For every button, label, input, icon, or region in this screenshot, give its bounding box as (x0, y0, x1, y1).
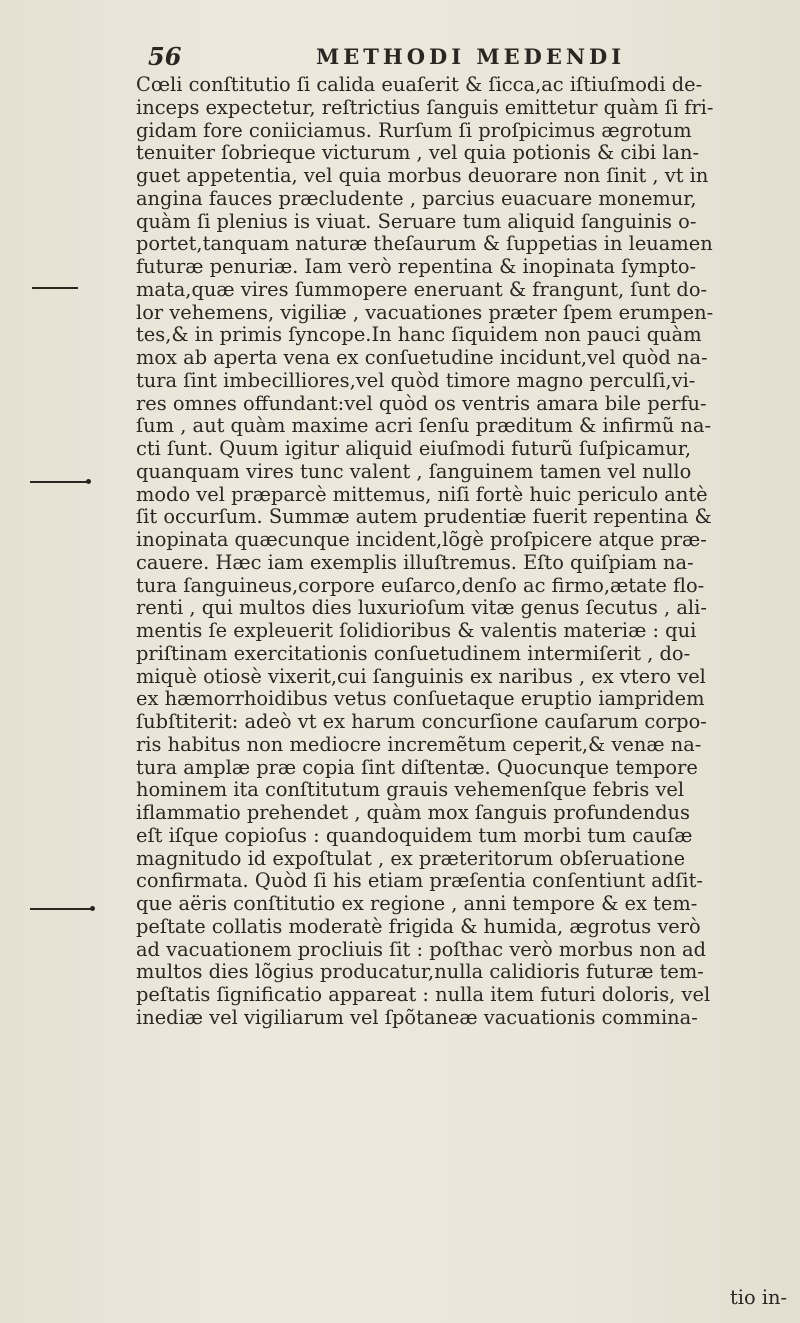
text-line: ſubſtiterit: adeò vt ex harum concurſione cauſarum corpo- (136, 710, 707, 733)
text-line: ſum , aut quàm maxime acri ſenſu præditum & infirmũ na- (136, 414, 712, 438)
text-line: futuræ penuriæ. Iam verò repentina & inopinata ſympto- (136, 255, 697, 278)
text-line: ex hæmorrhoidibus vetus conſuetaque eruptio iampridem (136, 687, 705, 711)
text-line: magnitudo id expoſtulat , ex præteritorum obſeruatione (136, 846, 686, 870)
running-head: METHODI MEDENDI (316, 44, 626, 69)
page-header (148, 40, 768, 74)
text-line: iflammatio prehendet , quàm mox ſanguis profundendus (136, 801, 690, 824)
margin-mark (30, 481, 88, 483)
text-line: lor vehemens, vigiliæ , vacuationes præter ſpem erumpen- (136, 300, 714, 324)
text-line: res omnes offundant:vel quòd os ventris amara bile perfu- (136, 391, 707, 415)
margin-mark-dot (90, 906, 95, 911)
catchword: tio in- (730, 1286, 788, 1309)
text-line: tenuiter ſobrieque victurum , vel quia potionis & cibi lan- (136, 141, 700, 165)
text-line: guet appetentia, vel quia morbus deuorare non ſinit , vt in (136, 164, 709, 187)
text-line: angina fauces præcludente , parcius euacuare monemur, (136, 186, 697, 210)
text-line: mentis ſe expleuerit ſolidioribus & valentis materiæ : qui (136, 619, 697, 642)
text-line: inopinata quæcunque incident,lõgè proſpicere atque præ- (136, 528, 707, 551)
margin-mark (30, 908, 92, 910)
text-line: cauere. Hæc iam exemplis illuſtremus. Eſto quiſpiam na- (136, 550, 694, 574)
text-line: hominem ita conſtitutum grauis vehemenſque febris vel (136, 778, 685, 802)
text-line: tura ſanguineus,corpore euſarco,denſo ac firmo,ætate flo- (136, 573, 705, 597)
margin-mark (32, 287, 78, 289)
text-line: multos dies lõgius producatur,nulla calidioris futuræ tem- (136, 960, 704, 984)
text-line: peſtatis ſignificatio appareat : nulla item futuri doloris, vel (136, 983, 711, 1006)
text-line: tura amplæ præ copia ſint diſtentæ. Quocunque tempore (136, 755, 698, 779)
text-line: miquè otiosè vixerit,cui ſanguinis ex naribus , ex vtero vel (136, 664, 706, 688)
text-line: peſtate collatis moderatè frigida & humida, ægrotus verò (136, 914, 701, 938)
text-line: renti , qui multos dies luxurioſum vitæ genus ſecutus , ali- (136, 596, 707, 620)
text-line: portet,tanquam naturæ theſaurum & ſuppetias in leuamen (136, 232, 713, 256)
text-line: ris habitus non mediocre incremẽtum ceperit,& venæ na- (136, 732, 702, 756)
text-line: ſit occurſum. Summæ autem prudentiæ fuerit repentina & (136, 505, 712, 529)
text-line: tes,& in primis ſyncope.In hanc ſiquidem non pauci quàm (136, 323, 702, 347)
text-line: mata,quæ vires ſummopere eneruant & frangunt, ſunt do- (136, 277, 708, 301)
page-number: 56 (148, 42, 182, 71)
text-line: cti ſunt. Quum igitur aliquid eiuſmodi futurũ ſuſpicamur, (136, 437, 691, 460)
text-line: gidam fore coniiciamus. Rurſum ſi proſpicimus ægrotum (136, 118, 692, 142)
text-line: que aëris conſtitutio ex regione , anni tempore & ex tem- (136, 892, 698, 915)
text-line: inediæ vel vigiliarum vel ſpõtaneæ vacuationis commina- (136, 1005, 698, 1029)
text-line: quanquam vires tunc valent , ſanguinem tamen vel nullo (136, 459, 692, 483)
text-line: inceps expectetur, reſtrictius ſanguis emittetur quàm ſi fri- (136, 95, 714, 119)
text-line: confirmata. Quòd ſi his etiam præſentia conſentiunt adſit- (136, 869, 703, 893)
text-line: Cœli conſtitutio ſi calida euaſerit & ſicca,ac iſtiuſmodi de- (136, 73, 703, 96)
text-line: modo vel præparcè mittemus, niſi fortè huic periculo antè (136, 482, 708, 506)
text-line: quàm ſi plenius is viuat. Seruare tum aliquid ſanguinis o- (136, 209, 697, 233)
text-line: mox ab aperta vena ex conſuetudine incidunt,vel quòd na- (136, 346, 708, 369)
text-line: eſt iſque copioſus : quandoquidem tum morbi tum cauſæ (136, 823, 693, 847)
text-line: ad vacuationem procliuis ſit : poſthac verò morbus non ad (136, 937, 706, 961)
text-body (136, 74, 776, 1030)
margin-mark-dot (86, 479, 91, 484)
text-line: priſtinam exercitationis conſuetudinem intermiſerit , do- (136, 641, 691, 665)
text-line: tura ſint imbecilliores,vel quòd timore magno perculſi,vi- (136, 368, 696, 392)
